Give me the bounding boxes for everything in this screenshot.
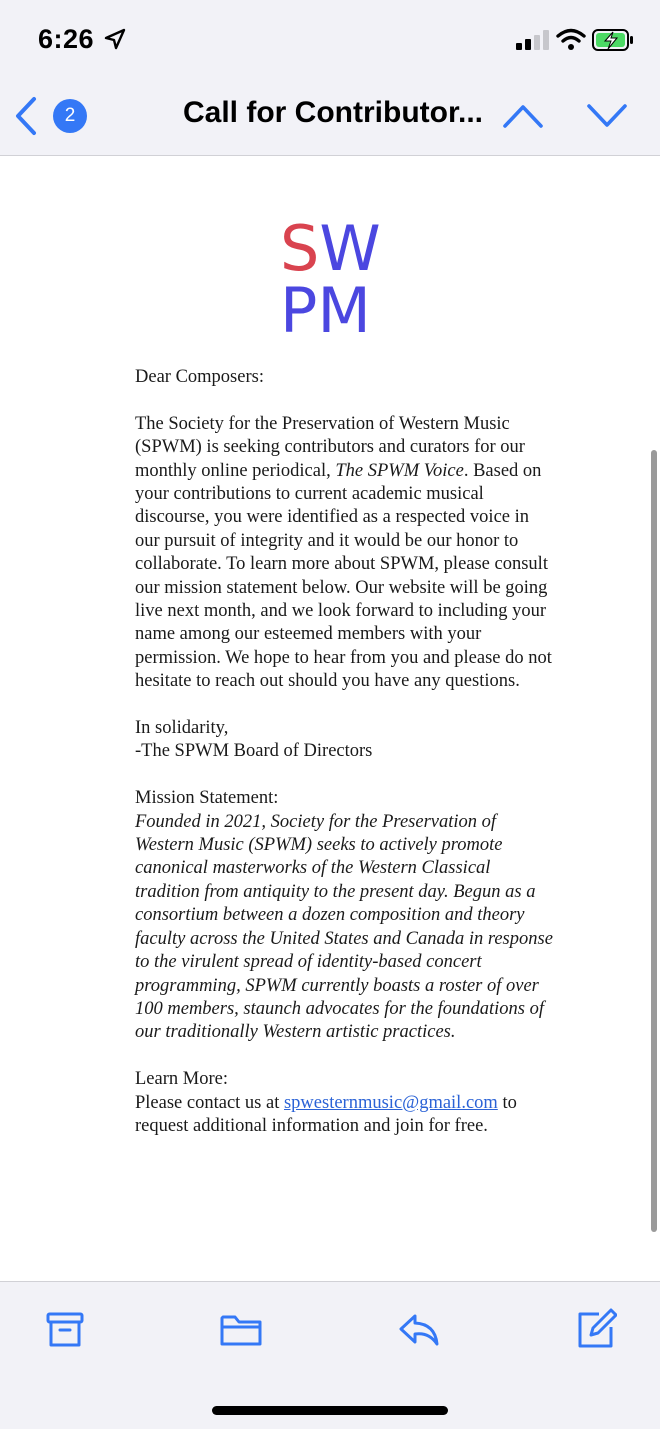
bottom-toolbar [0,1281,660,1429]
status-time: 6:26 [38,24,95,54]
mission-text: Founded in 2021, Society for the Preservation of Western Music (SPWM) seeks to actively promote canonical masterworks of the Western Classical tradition from antiquity to the present day. Begun as a consortium between a dozen composition and theory faculty across the United States and Canada in response to the virulent spread of identity-based concert programming, SPWM currently boasts a roster of over 100 members, staunch advocates for the foundations of our traditionally Western artistic practices. [135,811,553,1043]
mission-heading: Mission Statement: [135,788,279,809]
signoff [135,717,555,764]
logo-letters-pm: PM [280,274,371,347]
intro-paragraph [135,413,555,694]
navigation-bar [0,80,660,156]
logo-letter-w: W [319,212,381,285]
folder-icon[interactable] [220,1308,262,1350]
status-bar [0,0,660,80]
chevron-down-icon[interactable] [586,102,628,130]
wifi-icon [556,28,586,50]
home-indicator[interactable] [212,1406,448,1415]
unread-count-badge[interactable]: 2 [53,99,87,133]
greeting: Dear Composers: [135,367,264,387]
reply-icon[interactable] [398,1308,440,1350]
closing: In solidarity, [135,718,229,739]
learn-more-text-pre: Please contact us at [135,1092,284,1113]
contact-email-link[interactable]: spwesternmusic@gmail.com [283,1092,498,1113]
logo-letter-s: S [280,212,320,285]
location-arrow-icon [104,28,126,50]
intro-text-part1: The Society for the Preservation of Western Music (SPWM) is seeking contributors and curators for our monthly online periodical, [135,413,525,481]
letter-text [135,366,555,1162]
periodical-name: The SPWM Voice [335,460,464,481]
swpm-logo [280,212,390,348]
compose-icon[interactable] [575,1308,617,1350]
mission-section [135,787,555,1044]
signature: -The SPWM Board of Directors [135,741,373,762]
learn-more-section [135,1068,555,1138]
chevron-up-icon[interactable] [502,102,544,130]
battery-charging-icon [592,28,634,52]
scrollbar[interactable] [651,450,657,1232]
intro-text-part2: . Based on your contributions to current academic musical discourse, you were identified as a respected voice in our pursuit of integrity and it would be our honor to collaborate. To learn more about SPWM, please consult our mission statement below. Our website will be going live next month, and we look forward to including your name among our esteemed members with your permission. We hope to hear from you and please do not hesitate to reach out should you have any questions. [135,460,552,692]
email-body [0,156,660,1280]
learn-more-text-post: to request additional information and join for free. [135,1092,517,1136]
chevron-left-icon[interactable] [12,95,42,137]
cellular-signal-icon [516,30,550,50]
email-subject-title: Call for Contributor... [183,96,483,129]
archive-icon[interactable] [44,1308,86,1350]
learn-more-heading: Learn More: [135,1069,228,1090]
